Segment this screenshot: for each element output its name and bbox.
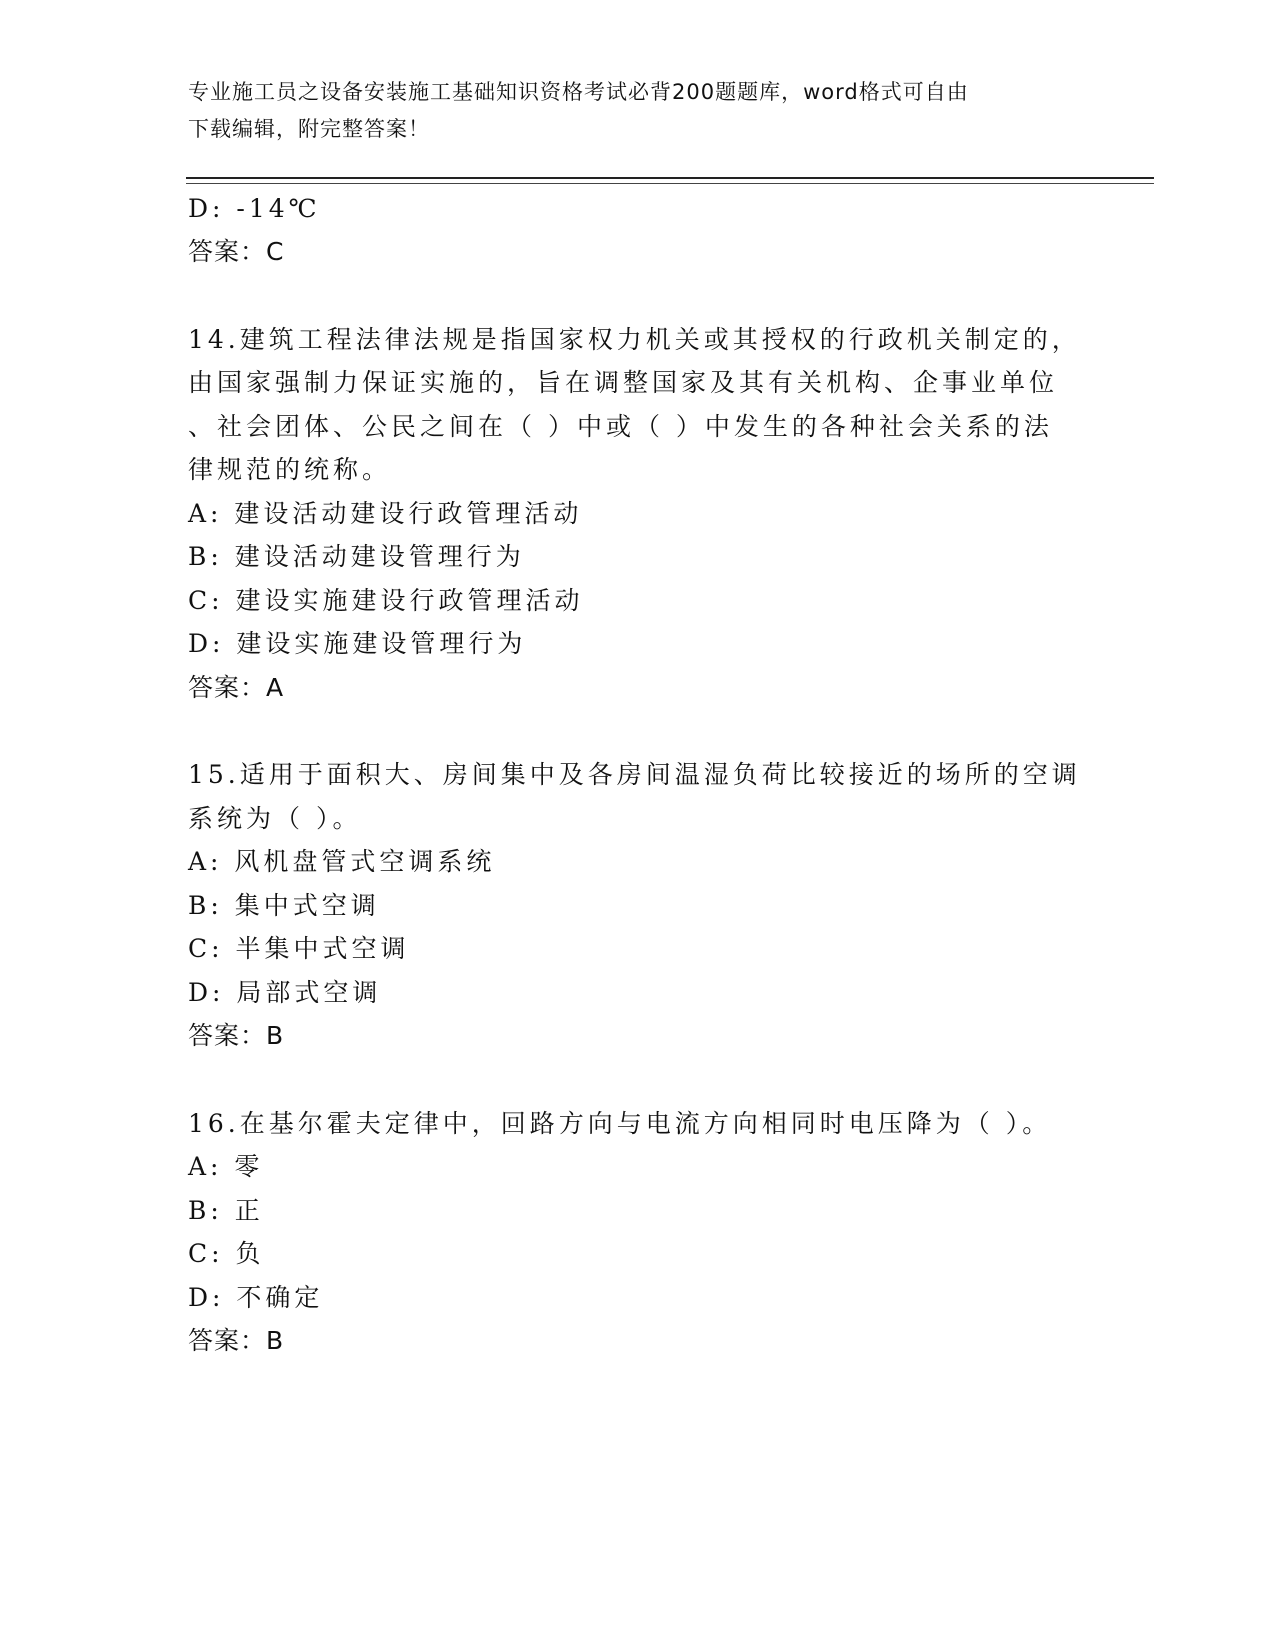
q16-answer: 答案：B (188, 1326, 285, 1355)
header-divider-thick (186, 177, 1154, 179)
q16-option-c: C: 负 (188, 1239, 265, 1268)
q15-answer: 答案：B (188, 1021, 285, 1050)
q16-stem-line-1: 16.在基尔霍夫定律中，回路方向与电流方向相同时电压降为（ ）。 (188, 1109, 1052, 1138)
q16-option-a: A: 零 (188, 1152, 264, 1181)
q15-option-a: A: 风机盘管式空调系统 (188, 847, 496, 876)
q16-option-d: D: 不确定 (188, 1283, 324, 1312)
q14-option-c: C: 建设实施建设行政管理活动 (188, 586, 584, 615)
q15-option-b: B: 集中式空调 (188, 891, 380, 920)
q15-stem-line-2: 系统为（ ）。 (188, 804, 362, 833)
q15-stem-line-1: 15.适用于面积大、房间集中及各房间温湿负荷比较接近的场所的空调 (188, 760, 1081, 789)
q14-option-d: D: 建设实施建设管理行为 (188, 629, 527, 658)
q14-answer: 答案：A (188, 673, 285, 702)
prev-option-d: D: -14℃ (188, 194, 321, 223)
q14-option-b: B: 建设活动建设管理行为 (188, 542, 525, 571)
q14-stem-line-1: 14.建筑工程法律法规是指国家权力机关或其授权的行政机关制定的， (188, 325, 1081, 354)
document-header (188, 74, 1088, 148)
header-title-line-2: 下载编辑，附完整答案！ (188, 117, 430, 141)
q14-stem-line-4: 律规范的统称。 (188, 455, 392, 484)
q14-stem-line-2: 由国家强制力保证实施的，旨在调整国家及其有关机构、企事业单位 (188, 368, 1059, 397)
header-divider-thin (186, 183, 1154, 184)
q14-stem-line-3: 、社会团体、公民之间在（ ）中或（ ）中发生的各种社会关系的法 (188, 412, 1053, 441)
q15-option-c: C: 半集中式空调 (188, 934, 410, 963)
header-title-line-1: 专业施工员之设备安装施工基础知识资格考试必背200题题库，word格式可自由 (188, 80, 969, 104)
q16-option-b: B: 正 (188, 1196, 264, 1225)
prev-answer: 答案：C (188, 237, 285, 266)
q15-option-d: D: 局部式空调 (188, 978, 382, 1007)
q14-option-a: A: 建设活动建设行政管理活动 (188, 499, 583, 528)
